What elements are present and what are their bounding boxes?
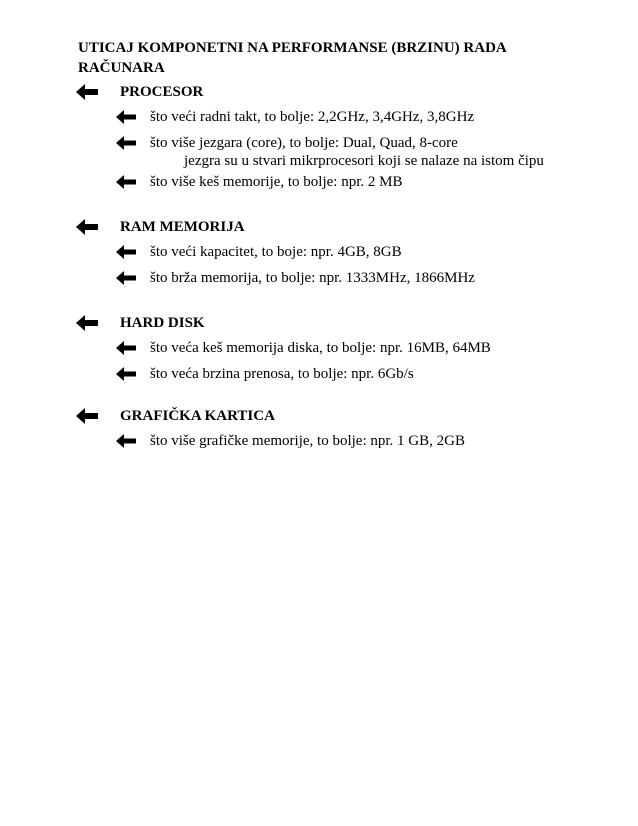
list-item-text: što veća keš memorija diska, to bolje: npr. 16MB, 64MB	[150, 340, 491, 356]
section-header	[0, 217, 638, 239]
list-item-text: što brža memorija, to bolje: npr. 1333MHz, 1866MHz	[150, 270, 475, 286]
left-arrow-icon	[116, 434, 136, 448]
list-item-text: što više grafičke memorije, to bolje: npr. 1 GB, 2GB	[150, 433, 465, 449]
section-header	[0, 82, 638, 104]
list-item-text: što više keš memorije, to bolje: npr. 2 MB	[150, 174, 403, 190]
left-arrow-icon	[116, 367, 136, 381]
section-header	[0, 406, 638, 428]
left-arrow-icon	[116, 271, 136, 285]
section-header	[0, 313, 638, 335]
section-heading: GRAFIČKA KARTICA	[120, 408, 275, 424]
list-item-text: što veći radni takt, to bolje: 2,2GHz, 3,4GHz, 3,8GHz	[150, 109, 475, 125]
left-arrow-icon	[76, 219, 98, 235]
list-item-text: što veći kapacitet, to boje: npr. 4GB, 8GB	[150, 244, 402, 260]
section-hard-disk	[0, 313, 638, 382]
section-heading: HARD DISK	[120, 315, 205, 331]
list-item-subtext: jezgra su u stvari mikrprocesori koji se nalaze na istom čipu	[184, 153, 544, 169]
left-arrow-icon	[116, 175, 136, 189]
left-arrow-icon	[116, 341, 136, 355]
list-item-text: što više jezgara (core), to bolje: Dual, Quad, 8-core	[150, 135, 458, 151]
left-arrow-icon	[116, 136, 136, 150]
left-arrow-icon	[116, 245, 136, 259]
left-arrow-icon	[116, 110, 136, 124]
section-ram-memorija	[0, 217, 638, 286]
left-arrow-icon	[76, 315, 98, 331]
left-arrow-icon	[76, 84, 98, 100]
list-item-text: što veća brzina prenosa, to bolje: npr. 6Gb/s	[150, 366, 414, 382]
section-heading: RAM MEMORIJA	[120, 219, 245, 235]
section-procesor	[0, 82, 638, 190]
section-heading: PROCESOR	[120, 84, 204, 100]
left-arrow-icon	[76, 408, 98, 424]
document-title: UTICAJ KOMPONETNI NA PERFORMANSE (BRZINU) RADA RAČUNARA	[78, 40, 506, 76]
section-graficka-kartica	[0, 406, 638, 449]
